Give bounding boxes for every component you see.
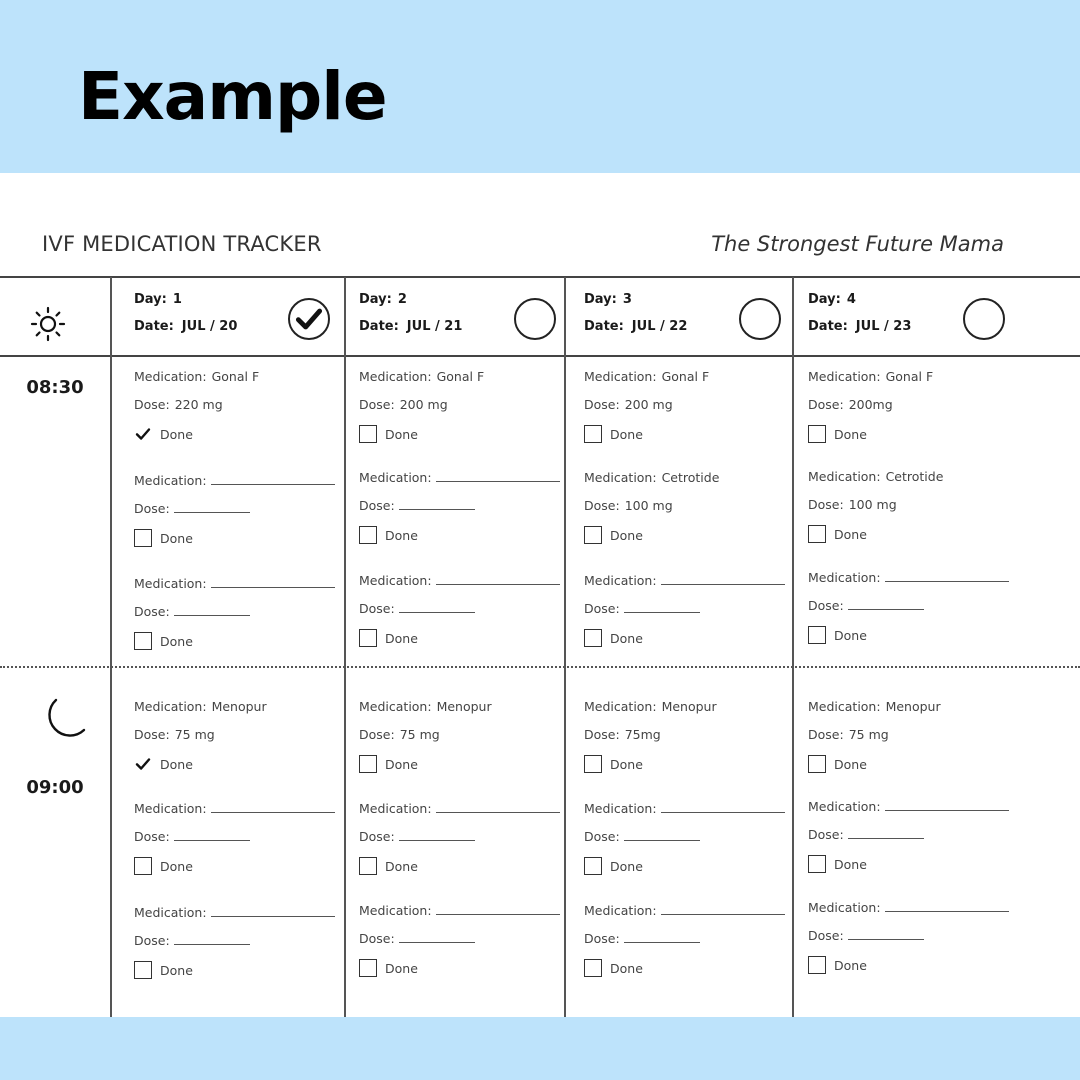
dose-label: Dose: [359,498,395,513]
done-label: Done [834,957,867,973]
medication-line [134,801,335,816]
done-line [584,526,643,544]
day-complete-circle[interactable] [514,298,556,340]
medication-value: Menopur [436,699,492,714]
medication-entry [584,573,789,653]
medication-line [808,699,941,714]
done-label: Done [160,858,193,874]
dose-value: 200 mg [399,397,448,412]
dose-line [808,727,889,742]
dose-line [584,931,700,946]
done-label: Done [385,756,418,772]
dose-line [359,601,475,616]
dose-label: Dose: [584,931,620,946]
done-checkbox[interactable] [359,755,377,773]
medication-value: Gonal F [436,369,485,384]
medication-entry [134,369,339,449]
done-label: Done [610,630,643,646]
done-label: Done [834,627,867,643]
dose-line [359,829,475,844]
done-label: Done [610,960,643,976]
medication-label: Medication: [134,369,207,384]
done-checkmark-icon[interactable] [134,755,152,773]
done-label: Done [610,756,643,772]
day-date [584,319,687,334]
done-label: Done [160,426,193,442]
medication-line [584,470,719,485]
done-checkbox[interactable] [584,857,602,875]
day-value: 1 [172,292,182,307]
medication-value: Cetrotide [885,469,944,484]
medication-entry [359,801,564,881]
done-line [359,526,418,544]
day-complete-circle[interactable] [963,298,1005,340]
done-checkbox[interactable] [584,526,602,544]
medication-label: Medication: [134,576,207,591]
date-value: JUL / 23 [855,319,912,334]
medication-line [584,699,717,714]
dose-label: Dose: [359,931,395,946]
done-checkbox[interactable] [359,857,377,875]
medication-line [134,473,335,488]
dose-line [808,827,924,842]
done-label: Done [385,426,418,442]
day-value: 4 [846,292,856,307]
medication-entry [808,900,1013,980]
medication-line [359,903,560,918]
medication-entry [134,699,339,779]
dose-blank-field[interactable] [399,831,475,841]
dose-value: 75 mg [399,727,440,742]
dose-value: 100 mg [848,497,897,512]
medication-blank-field[interactable] [211,907,335,917]
done-line [584,755,643,773]
done-line [808,755,867,773]
medication-line [808,369,933,384]
done-line [134,529,193,547]
dose-blank-field[interactable] [624,933,700,943]
done-line [359,755,418,773]
medication-value: Menopur [211,699,267,714]
done-checkbox[interactable] [584,629,602,647]
medication-entry [134,473,339,553]
medication-blank-field[interactable] [211,578,335,588]
dose-line [134,829,250,844]
medication-blank-field[interactable] [661,575,785,585]
dose-line [134,604,250,619]
done-label: Done [610,426,643,442]
done-checkbox[interactable] [584,959,602,977]
medication-label: Medication: [808,699,881,714]
date-label: Date: [808,319,848,334]
medication-entry [584,369,789,449]
tracker-title: IVF MEDICATION TRACKER [42,232,322,256]
medication-label: Medication: [808,469,881,484]
done-checkbox[interactable] [808,626,826,644]
done-checkbox[interactable] [134,529,152,547]
medication-label: Medication: [359,470,432,485]
dose-label: Dose: [808,598,844,613]
done-checkbox[interactable] [584,755,602,773]
medication-value: Menopur [661,699,717,714]
dose-blank-field[interactable] [399,603,475,613]
medication-blank-field[interactable] [436,905,560,915]
dose-label: Dose: [808,827,844,842]
medication-label: Medication: [808,570,881,585]
medication-entry [584,903,789,983]
dose-line [134,933,250,948]
medication-line [808,799,1009,814]
medication-entry [359,903,564,983]
medication-blank-field[interactable] [885,572,1009,582]
bottom-banner [0,1017,1080,1080]
medication-line [134,699,267,714]
medication-entry [808,699,1013,779]
medication-line [134,369,259,384]
done-line [808,956,867,974]
done-checkmark-icon[interactable] [134,425,152,443]
medication-entry [359,573,564,653]
evening-time: 09:00 [26,777,84,798]
done-line [359,425,418,443]
dose-label: Dose: [584,727,620,742]
dose-blank-field[interactable] [174,935,250,945]
done-label: Done [160,962,193,978]
dose-blank-field[interactable] [174,606,250,616]
day-value: 2 [397,292,407,307]
dose-value: 200mg [848,397,893,412]
dose-line [134,727,215,742]
column-divider [110,277,112,1017]
dose-label: Dose: [584,498,620,513]
column-divider [564,277,566,1017]
medication-line [134,576,335,591]
column-divider [792,277,794,1017]
column-divider [344,277,346,1017]
done-label: Done [610,858,643,874]
dose-line [134,397,223,412]
dose-value: 220 mg [174,397,223,412]
done-line [808,626,867,644]
done-label: Done [834,856,867,872]
done-line [808,425,867,443]
dose-value: 75 mg [848,727,889,742]
medication-label: Medication: [359,369,432,384]
dose-line [808,497,897,512]
medication-label: Medication: [359,699,432,714]
dose-label: Dose: [134,933,170,948]
done-label: Done [385,960,418,976]
day-number [584,292,632,307]
day-date [808,319,911,334]
medication-entry [808,570,1013,650]
dose-line [584,397,673,412]
done-line [134,755,193,773]
medication-line [359,470,560,485]
medication-entry [808,469,1013,549]
dose-label: Dose: [808,928,844,943]
dose-value: 100 mg [624,498,673,513]
dose-blank-field[interactable] [624,603,700,613]
done-label: Done [834,426,867,442]
medication-line [808,570,1009,585]
done-line [359,629,418,647]
day-label: Day: [134,292,167,307]
medication-line [359,573,560,588]
dose-blank-field[interactable] [848,829,924,839]
medication-label: Medication: [359,903,432,918]
banner-title: Example [78,58,387,135]
done-label: Done [160,633,193,649]
medication-label: Medication: [134,473,207,488]
dose-label: Dose: [359,601,395,616]
medication-line [359,699,492,714]
done-checkbox[interactable] [134,857,152,875]
medication-value: Gonal F [211,369,260,384]
done-label: Done [834,756,867,772]
done-label: Done [610,527,643,543]
done-line [134,857,193,875]
date-label: Date: [134,319,174,334]
dose-value: 75mg [624,727,661,742]
medication-line [808,469,943,484]
done-label: Done [834,526,867,542]
day-number [134,292,182,307]
medication-blank-field[interactable] [436,575,560,585]
day-number [808,292,856,307]
medication-line [584,369,709,384]
medication-line [584,573,785,588]
medication-value: Gonal F [885,369,934,384]
medication-label: Medication: [584,470,657,485]
medication-label: Medication: [584,699,657,714]
done-label: Done [160,756,193,772]
medication-entry [359,369,564,449]
done-checkbox[interactable] [808,425,826,443]
medication-entry [808,369,1013,449]
medication-line [808,900,1009,915]
dose-blank-field[interactable] [174,831,250,841]
sun-icon [30,306,66,347]
done-line [584,629,643,647]
dose-label: Dose: [134,501,170,516]
done-checkbox[interactable] [808,956,826,974]
medication-label: Medication: [134,905,207,920]
dose-blank-field[interactable] [399,500,475,510]
medication-entry [584,699,789,779]
dose-line [359,727,440,742]
dose-label: Dose: [134,829,170,844]
done-line [359,857,418,875]
medication-entry [134,801,339,881]
medication-label: Medication: [584,801,657,816]
day-label: Day: [808,292,841,307]
medication-label: Medication: [584,903,657,918]
day-complete-circle[interactable] [739,298,781,340]
dose-label: Dose: [134,397,170,412]
date-label: Date: [359,319,399,334]
done-line [584,959,643,977]
medication-entry [584,801,789,881]
day-number [359,292,407,307]
dose-value: 200 mg [624,397,673,412]
medication-blank-field[interactable] [885,801,1009,811]
medication-entry [359,699,564,779]
dose-label: Dose: [359,829,395,844]
done-checkbox[interactable] [359,629,377,647]
medication-label: Medication: [808,799,881,814]
done-checkbox[interactable] [359,959,377,977]
dose-blank-field[interactable] [848,930,924,940]
medication-label: Medication: [359,801,432,816]
dose-label: Dose: [359,727,395,742]
dose-blank-field[interactable] [624,831,700,841]
dose-line [584,601,700,616]
dose-value: 75 mg [174,727,215,742]
medication-entry [359,470,564,550]
day-complete-checkmark-icon[interactable] [288,298,330,340]
dose-line [359,931,475,946]
dose-line [584,727,661,742]
done-line [134,961,193,979]
medication-entry [134,576,339,656]
tracker-subtitle: The Strongest Future Mama [711,232,1004,256]
dose-line [584,498,673,513]
done-checkbox[interactable] [808,525,826,543]
morning-time: 08:30 [26,377,84,398]
dose-label: Dose: [584,397,620,412]
top-banner [0,0,1080,173]
medication-line [359,801,560,816]
done-checkbox[interactable] [134,632,152,650]
done-label: Done [385,630,418,646]
done-line [808,525,867,543]
day-value: 3 [622,292,632,307]
done-checkbox[interactable] [134,961,152,979]
medication-value: Gonal F [661,369,710,384]
dose-line [584,829,700,844]
done-line [359,959,418,977]
medication-blank-field[interactable] [885,902,1009,912]
dose-label: Dose: [808,497,844,512]
medication-line [359,369,484,384]
dose-label: Dose: [808,727,844,742]
dose-label: Dose: [584,601,620,616]
medication-entry [584,470,789,550]
medication-blank-field[interactable] [661,803,785,813]
day-date [359,319,462,334]
date-value: JUL / 20 [181,319,238,334]
done-line [134,425,193,443]
done-label: Done [160,530,193,546]
medication-line [134,905,335,920]
medication-entry [808,799,1013,879]
done-checkbox[interactable] [808,855,826,873]
dose-label: Dose: [808,397,844,412]
dose-label: Dose: [134,727,170,742]
medication-value: Menopur [885,699,941,714]
medication-label: Medication: [359,573,432,588]
date-value: JUL / 22 [631,319,688,334]
medication-line [584,801,785,816]
medication-blank-field[interactable] [211,475,335,485]
dose-line [808,598,924,613]
date-value: JUL / 21 [406,319,463,334]
medication-value: Cetrotide [661,470,720,485]
dose-line [359,397,448,412]
medication-blank-field[interactable] [436,472,560,482]
done-line [808,855,867,873]
done-line [584,425,643,443]
dose-label: Dose: [134,604,170,619]
medication-blank-field[interactable] [661,905,785,915]
date-label: Date: [584,319,624,334]
dose-label: Dose: [584,829,620,844]
medication-label: Medication: [134,801,207,816]
dose-blank-field[interactable] [399,933,475,943]
medication-line [584,903,785,918]
day-label: Day: [584,292,617,307]
dose-blank-field[interactable] [848,600,924,610]
medication-label: Medication: [584,573,657,588]
medication-entry [134,905,339,985]
medication-label: Medication: [134,699,207,714]
medication-label: Medication: [584,369,657,384]
done-checkbox[interactable] [359,526,377,544]
done-line [134,632,193,650]
medication-label: Medication: [808,369,881,384]
medication-label: Medication: [808,900,881,915]
done-checkbox[interactable] [584,425,602,443]
dose-blank-field[interactable] [174,503,250,513]
done-line [584,857,643,875]
done-checkbox[interactable] [808,755,826,773]
dose-label: Dose: [359,397,395,412]
am-pm-divider [0,666,1080,668]
done-label: Done [385,527,418,543]
dose-line [808,397,893,412]
done-checkbox[interactable] [359,425,377,443]
dose-line [359,498,475,513]
medication-blank-field[interactable] [211,803,335,813]
moon-icon [38,696,88,751]
medication-blank-field[interactable] [436,803,560,813]
dose-line [134,501,250,516]
day-label: Day: [359,292,392,307]
day-date [134,319,237,334]
done-label: Done [385,858,418,874]
dose-line [808,928,924,943]
